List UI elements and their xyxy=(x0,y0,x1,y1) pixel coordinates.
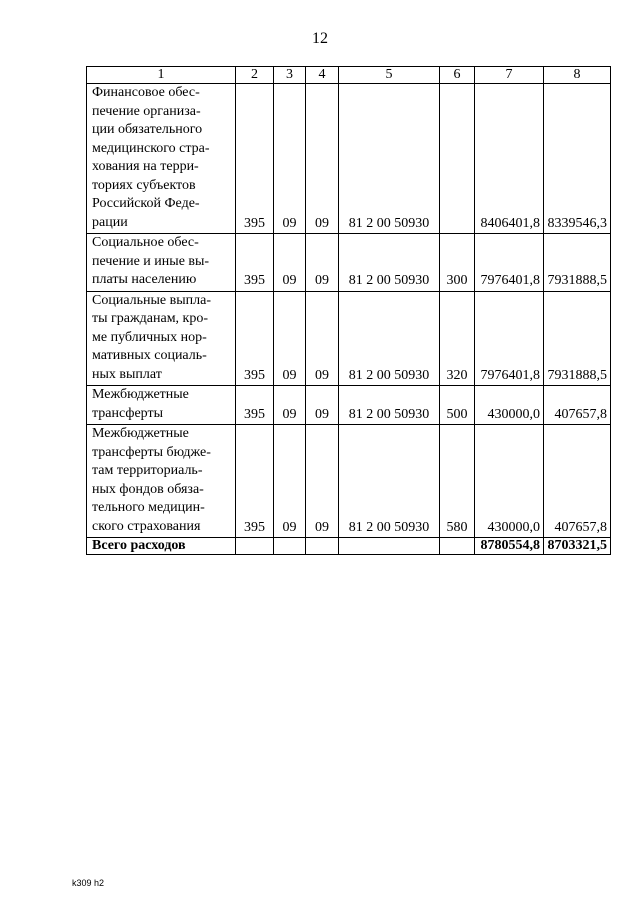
table-header-row xyxy=(87,67,611,84)
footer-code: k309 h2 xyxy=(72,878,105,888)
row-name-line: трансферты бюдже- xyxy=(92,444,211,460)
row-amount-cell: 8339546,3 xyxy=(544,84,611,234)
total-label: Всего расходов xyxy=(87,538,236,555)
row-name-cell xyxy=(87,386,236,425)
header-cell: 5 xyxy=(339,67,440,84)
table-row xyxy=(87,386,611,425)
row-amount-cell: 8406401,8 xyxy=(475,84,544,234)
row-name-cell xyxy=(87,425,236,538)
row-name-line: хования на терри- xyxy=(92,159,199,174)
header-cell: 1 xyxy=(87,67,236,84)
row-name-line: ции обязательного xyxy=(92,122,203,137)
total-empty-cell xyxy=(236,538,274,555)
row-section-cell: 09 xyxy=(274,291,306,386)
row-target-cell: 81 2 00 50930 xyxy=(339,234,440,292)
row-amount-cell: 7976401,8 xyxy=(475,234,544,292)
row-name-line: ме публичных нор- xyxy=(92,329,207,345)
row-amount-cell: 430000,0 xyxy=(475,425,544,538)
row-type-cell: 500 xyxy=(440,386,475,425)
row-amount-cell: 407657,8 xyxy=(544,425,611,538)
row-type-cell xyxy=(440,84,475,234)
row-amount-cell: 430000,0 xyxy=(475,386,544,425)
header-cell: 4 xyxy=(306,67,339,84)
row-code-cell: 395 xyxy=(236,234,274,292)
row-subsection-cell: 09 xyxy=(306,291,339,386)
row-section-cell: 09 xyxy=(274,425,306,538)
header-cell: 7 xyxy=(475,67,544,84)
row-name-line: Российской Феде- xyxy=(92,196,200,211)
row-name-line: ты гражданам, кро- xyxy=(92,311,209,326)
row-section-cell: 09 xyxy=(274,386,306,425)
header-cell: 2 xyxy=(236,67,274,84)
row-target-cell: 81 2 00 50930 xyxy=(339,84,440,234)
table-row xyxy=(87,291,611,386)
row-amount-cell: 407657,8 xyxy=(544,386,611,425)
row-section-cell: 09 xyxy=(274,234,306,292)
row-name-cell xyxy=(87,84,236,234)
total-amount-cell: 8780554,8 xyxy=(475,538,544,555)
row-name-line: Межбюджетные xyxy=(92,426,189,441)
row-amount-cell: 7976401,8 xyxy=(475,291,544,386)
row-code-cell: 395 xyxy=(236,291,274,386)
row-target-cell: 81 2 00 50930 xyxy=(339,386,440,425)
row-name-line: трансферты xyxy=(92,405,164,421)
row-name-line: медицинского стра- xyxy=(92,140,210,156)
row-subsection-cell: 09 xyxy=(306,425,339,538)
row-name-line: Социальное обес- xyxy=(92,235,199,250)
header-cell: 8 xyxy=(544,67,611,84)
row-target-cell: 81 2 00 50930 xyxy=(339,291,440,386)
row-name-line: печение и иные вы- xyxy=(92,253,210,269)
row-subsection-cell: 09 xyxy=(306,386,339,425)
row-name-line: там территориаль- xyxy=(92,463,203,478)
table-row xyxy=(87,425,611,538)
page-number: 12 xyxy=(312,30,328,47)
row-name-line: печение организа- xyxy=(92,103,201,119)
row-name-line: Межбюджетные xyxy=(92,387,189,402)
row-code-cell: 395 xyxy=(236,425,274,538)
total-empty-cell xyxy=(440,538,475,555)
row-name-line: ского страхования xyxy=(92,518,201,534)
row-name-line: Социальные выпла- xyxy=(92,292,212,308)
row-type-cell: 580 xyxy=(440,425,475,538)
header-cell: 3 xyxy=(274,67,306,84)
row-section-cell: 09 xyxy=(274,84,306,234)
total-empty-cell xyxy=(339,538,440,555)
row-subsection-cell: 09 xyxy=(306,84,339,234)
row-name-line: ных фондов обяза- xyxy=(92,481,204,497)
row-name-line: рации xyxy=(92,214,128,230)
row-type-cell: 320 xyxy=(440,291,475,386)
row-target-cell: 81 2 00 50930 xyxy=(339,425,440,538)
row-subsection-cell: 09 xyxy=(306,234,339,292)
total-empty-cell xyxy=(274,538,306,555)
row-name-cell xyxy=(87,234,236,292)
row-type-cell: 300 xyxy=(440,234,475,292)
row-name-line: тельного медицин- xyxy=(92,500,205,515)
table-row xyxy=(87,234,611,292)
row-name-line: Финансовое обес- xyxy=(92,85,200,100)
row-name-cell xyxy=(87,291,236,386)
row-amount-cell: 7931888,5 xyxy=(544,234,611,292)
row-code-cell: 395 xyxy=(236,386,274,425)
row-name-line: мативных социаль- xyxy=(92,348,207,363)
budget-table xyxy=(86,66,611,555)
row-code-cell: 395 xyxy=(236,84,274,234)
row-name-line: ториях субъектов xyxy=(92,177,196,193)
header-cell: 6 xyxy=(440,67,475,84)
table-row xyxy=(87,84,611,234)
total-row xyxy=(87,538,611,555)
row-name-line: ных выплат xyxy=(92,366,162,382)
total-amount-cell: 8703321,5 xyxy=(544,538,611,555)
row-amount-cell: 7931888,5 xyxy=(544,291,611,386)
total-empty-cell xyxy=(306,538,339,555)
row-name-line: платы населению xyxy=(92,272,197,287)
